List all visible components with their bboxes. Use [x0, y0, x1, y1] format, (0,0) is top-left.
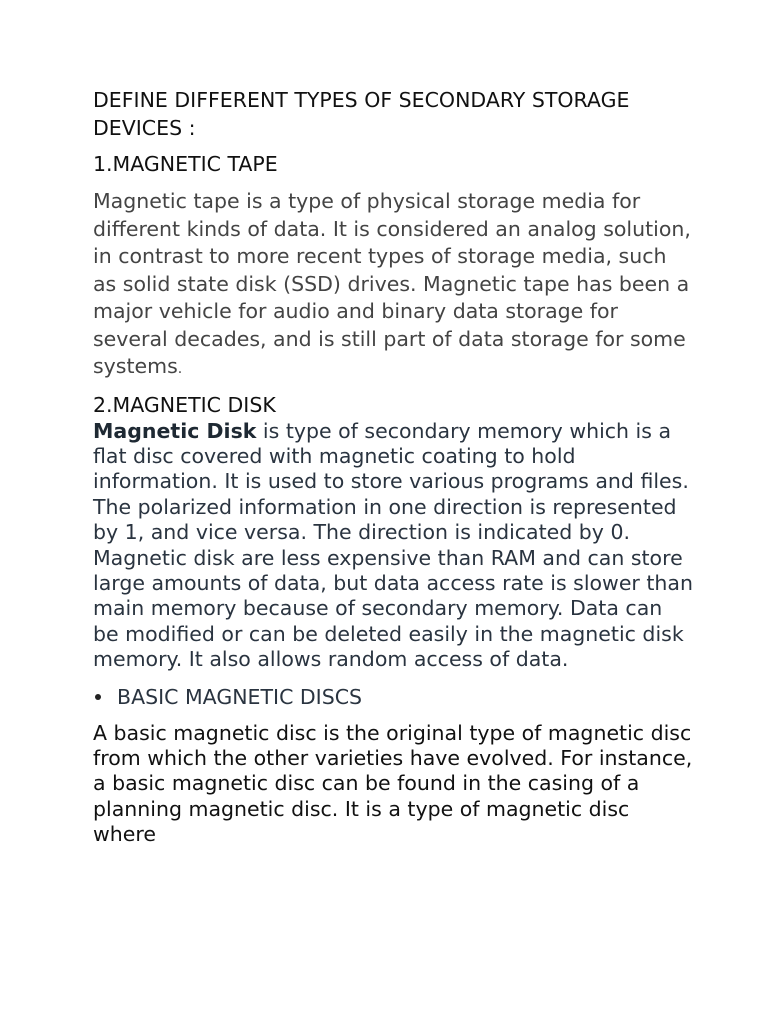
bullet-dot-icon: [95, 694, 101, 700]
document-title: DEFINE DIFFERENT TYPES OF SECONDARY STORAGE DEVICES :: [93, 88, 630, 140]
document-page: [93, 86, 693, 848]
paragraph-magnetic-disk: [93, 419, 693, 673]
paragraph-basic-magnetic-disc: A basic magnetic disc is the original type of magnetic disc from which the other varieties have evolved. For instance, a basic magnetic disc can be found in the casing of a planning magnetic disc. It is a type of magnetic disc where: [93, 720, 693, 847]
paragraph-magnetic-tape-period: .: [177, 361, 183, 377]
section-heading-magnetic-disk: 2.MAGNETIC DISK: [93, 392, 276, 417]
bullet-label: BASIC MAGNETIC DISCS: [117, 684, 363, 709]
bullet-item-basic-magnetic-discs: [93, 683, 693, 711]
paragraph-magnetic-disk-text: is type of secondary memory which is a flat disc covered with magnetic coating to hold information. It is used to store various programs and files. The polarized information in one direction is represented by 1, and vice versa. The direction is indicated by 0. Magnetic disk are less expensive than RAM and can store large amounts of data, but data access rate is slower than main memory because of secondary memory. Data can be modified or can be deleted easily in the magnetic disk memory. It also allows random access of data.: [93, 418, 693, 672]
bold-term-magnetic-disk: Magnetic Disk: [93, 418, 257, 443]
paragraph-magnetic-tape: [93, 188, 693, 384]
section-heading-magnetic-tape: 1.MAGNETIC TAPE: [93, 152, 278, 176]
paragraph-magnetic-tape-text: Magnetic tape is a type of physical storage media for different kinds of data. It is considered an analog solution, in contrast to more recent types of storage media, such as solid state disk (SSD) drives. Magnetic tape has been a major vehicle for audio and binary data storage for several decades, and is still part of data storage for some systems: [93, 189, 691, 378]
